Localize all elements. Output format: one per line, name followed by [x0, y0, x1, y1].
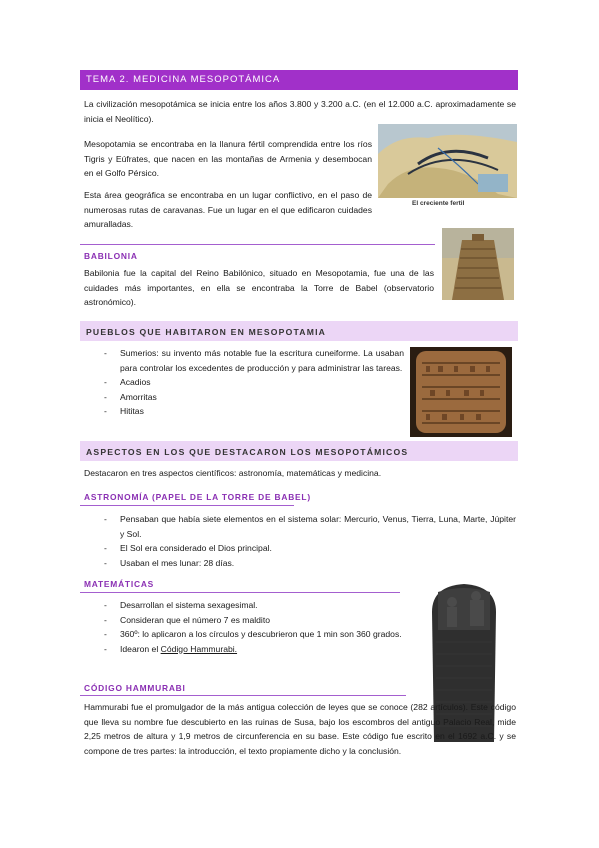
codigo-hammurabi-link[interactable]: Código Hammurabi.: [160, 643, 238, 654]
geography-paragraph-2: Esta área geográfica se encontraba en un lugar conflictivo, en el paso de numerosas rutas de caravanas. Fue un lugar en el que edificaron cuidades amuralladas.: [84, 190, 372, 229]
codigo-divider: [80, 695, 406, 696]
matematicas-heading: MATEMÁTICAS: [84, 579, 155, 589]
tower-of-babel-image: [442, 228, 514, 300]
list-item: - Hititas: [84, 404, 404, 419]
list-item: - Usaban el mes lunar: 28 días.: [84, 556, 516, 571]
page-title: TEMA 2. MEDICINA MESOPOTÁMICA: [86, 74, 281, 85]
list-item: - Amorritas: [84, 390, 404, 405]
list-item-prefix: Idearon el: [120, 643, 161, 654]
cuneiform-tablet-image: [410, 347, 512, 437]
babilonia-heading: BABILONIA: [84, 251, 138, 261]
codigo-paragraph: Hammurabi fue el promulgador de la más antigua colección de leyes que se conoce (282 artículos). Este código que lleva su nombre fue descubierto en las ruinas de Susa, bajo los escombros del antiguo Palacio Real, mide 2,25 metros de altura y 1,9 metros de circunferencia en su base. Este código fue escrito en el 1692 a.C. y se compone de tres partes: la introducción, el texto propiamente dicho y la conclusión.: [84, 702, 516, 756]
astronomia-heading: ASTRONOMÍA (PAPEL DE LA TORRE DE BABEL): [84, 492, 311, 502]
list-item: - Consideran que el número 7 es maldito: [84, 613, 409, 628]
intro-paragraph: La civilización mesopotámica se inicia entre los años 3.800 y 3.200 a.C. (en el 12.000 a.C. aproximadamente se inicia el Neolítico).: [84, 99, 516, 124]
babilonia-paragraph: Babilonia fue la capital del Reino Babilónico, situado en Mesopotamia, fue una de las cuidades más importantes, en ella se encontraba la Torre de Babel (observatorio astronómico).: [84, 268, 434, 307]
pueblos-list: [84, 346, 404, 419]
list-item: - Desarrollan el sistema sexagesimal.: [84, 598, 409, 613]
list-item: - Sumerios: su invento más notable fue la escritura cuneiforme. La usaban para controlar los excedentes de producción y para administrar las tareas.: [84, 346, 404, 375]
aspectos-paragraph: Destacaron en tres aspectos científicos: astronomía, matemáticas y medicina.: [84, 468, 382, 478]
matematicas-divider: [80, 592, 400, 593]
map-caption: El creciente fertil: [412, 200, 465, 207]
title-bar: [80, 70, 518, 90]
codigo-heading: CÓDIGO HAMMURABI: [84, 683, 186, 693]
list-item: - Acadios: [84, 375, 404, 390]
list-item: - Pensaban que había siete elementos en el sistema solar: Mercurio, Venus, Tierra, Luna, Marte, Júpiter y Sol.: [84, 512, 516, 541]
pueblos-heading: PUEBLOS QUE HABITARON EN MESOPOTAMIA: [86, 327, 327, 337]
aspectos-heading: ASPECTOS EN LOS QUE DESTACARON LOS MESOPOTÁMICOS: [86, 447, 409, 457]
list-item: - 360º: lo aplicaron a los círculos y descubrieron que 1 min son 360 grados.: [84, 627, 409, 642]
matematicas-list: [84, 598, 409, 656]
list-item: [84, 642, 409, 657]
astronomia-divider: [80, 505, 294, 506]
list-item: - El Sol era considerado el Dios principal.: [84, 541, 516, 556]
babilonia-divider: [80, 244, 435, 245]
geography-paragraph-1: Mesopotamia se encontraba en la llanura fértil comprendida entre los ríos Tigris y Eúfrates, que nacen en las montañas de Armenia y desembocan en el Golfo Pérsico.: [84, 139, 372, 178]
fertile-crescent-map-image: [378, 124, 517, 207]
astronomia-list: [84, 512, 516, 570]
